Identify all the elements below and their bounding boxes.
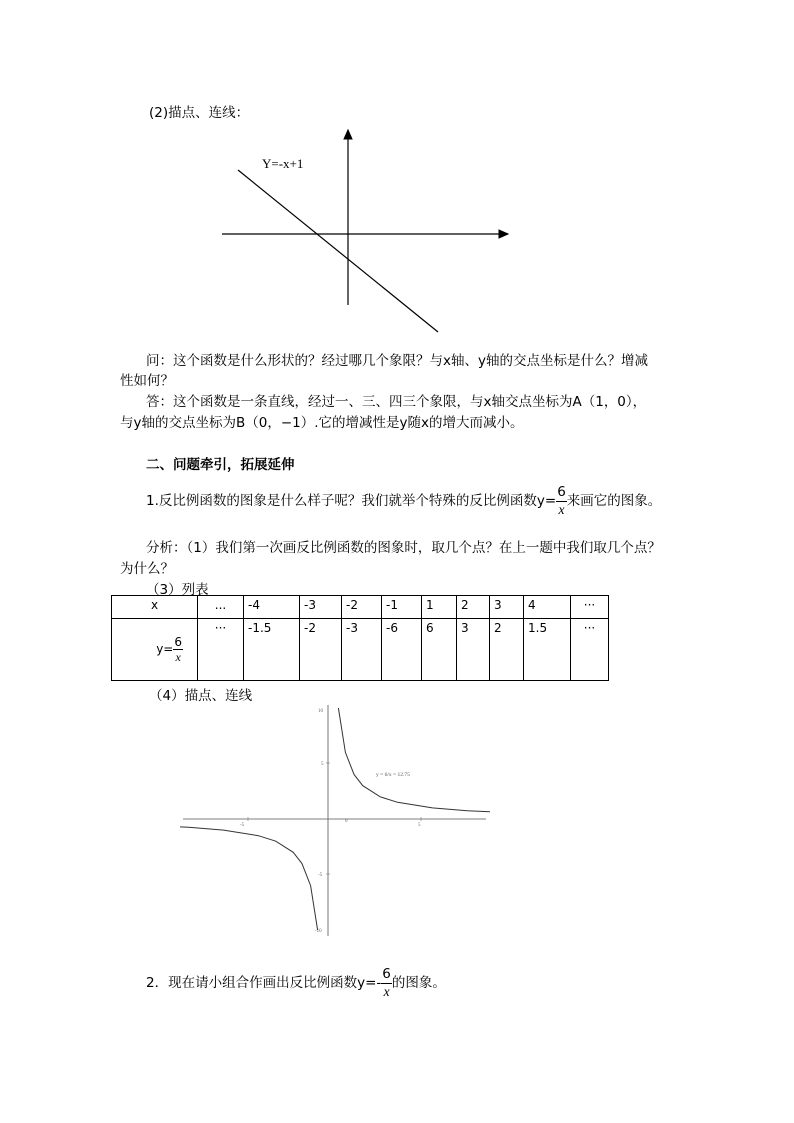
line-y-eq-neg-x-plus-1 bbox=[238, 170, 438, 332]
q1-line bbox=[146, 486, 661, 516]
table-cell: -4 bbox=[244, 596, 300, 619]
linear-function-graph bbox=[210, 122, 520, 337]
table-cell: ··· bbox=[198, 619, 244, 681]
table-cell: 3 bbox=[457, 619, 490, 681]
hyperbola-graph bbox=[180, 702, 490, 940]
tick-label: -10 bbox=[315, 929, 322, 934]
section-title: 二、问题牵引，拓展延伸 bbox=[146, 457, 295, 473]
step4-heading: （4）描点、连线 bbox=[149, 688, 253, 704]
graph2-legend: y = 6/x = 12.75 bbox=[376, 772, 410, 778]
table-cell: -2 bbox=[342, 596, 382, 619]
tick-label: -5 bbox=[240, 823, 245, 828]
table-row-x bbox=[112, 596, 609, 619]
q1-text: 1.反比例函数的图象是什么样子呢？我们就举个特殊的反比例函数y= bbox=[146, 493, 557, 509]
tick-label: 0 bbox=[345, 819, 348, 824]
q2-text: 2．现在请小组合作画出反比例函数y=- bbox=[146, 975, 382, 991]
q2-fraction: $\frac{6}{x}$ bbox=[382, 966, 391, 999]
table-cell: 1.5 bbox=[524, 619, 571, 681]
tick-label: 5 bbox=[321, 762, 324, 767]
curve-branch-positive bbox=[338, 708, 490, 814]
tick-label: -5 bbox=[318, 873, 323, 878]
table-cell: ··· bbox=[571, 596, 609, 619]
tick-label: 5 bbox=[418, 823, 421, 828]
table-cell: -3 bbox=[342, 619, 382, 681]
table-cell: 3 bbox=[490, 596, 524, 619]
answer-line1: 答：这个函数是一条直线，经过一、三、四三个象限，与x轴交点坐标为A（1，0）， bbox=[146, 394, 647, 410]
step3-heading: （3）列表 bbox=[146, 582, 209, 598]
q2-tail: 的图象。 bbox=[391, 975, 446, 991]
value-table bbox=[111, 595, 609, 681]
graph1-label: Y=-x+1 bbox=[262, 156, 304, 171]
table-cell: ··· bbox=[571, 619, 609, 681]
table-cell: 6 bbox=[422, 619, 457, 681]
table-cell: ... bbox=[198, 596, 244, 619]
answer-line2: 与y轴的交点坐标为B（0，−1）.它的增减性是y随x的增大而减小。 bbox=[120, 415, 524, 431]
table-row-y bbox=[112, 619, 609, 681]
table-cell: -2 bbox=[300, 619, 342, 681]
table-cell-y-label: y= $\frac{6}{x}$ bbox=[112, 619, 198, 681]
step2-heading: (2)描点、连线： bbox=[149, 105, 250, 121]
table-cell: 2 bbox=[457, 596, 490, 619]
table-cell: 4 bbox=[524, 596, 571, 619]
table-cell: -1 bbox=[382, 596, 422, 619]
table-cell: 2 bbox=[490, 619, 524, 681]
q1-tail: 来画它的图象。 bbox=[566, 493, 662, 509]
tick-label: 10 bbox=[318, 709, 323, 714]
analysis-line2: 为什么？ bbox=[120, 561, 174, 577]
table-cell: -6 bbox=[382, 619, 422, 681]
table-cell: -1.5 bbox=[244, 619, 300, 681]
table-cell: 1 bbox=[422, 596, 457, 619]
table-cell: -3 bbox=[300, 596, 342, 619]
table-cell: x bbox=[112, 596, 198, 619]
curve-branch-negative bbox=[180, 825, 318, 930]
question-line1: 问：这个函数是什么形状的？经过哪几个象限？与x轴、y轴的交点坐标是什么？增减 bbox=[146, 353, 648, 369]
q1-fraction: $\frac{6}{x}$ bbox=[557, 484, 566, 517]
question-line2: 性如何？ bbox=[120, 373, 174, 389]
q2-line bbox=[146, 968, 446, 998]
analysis-line1: 分析：（1）我们第一次画反比例函数的图象时，取几个点？在上一题中我们取几个点？ bbox=[146, 540, 661, 556]
